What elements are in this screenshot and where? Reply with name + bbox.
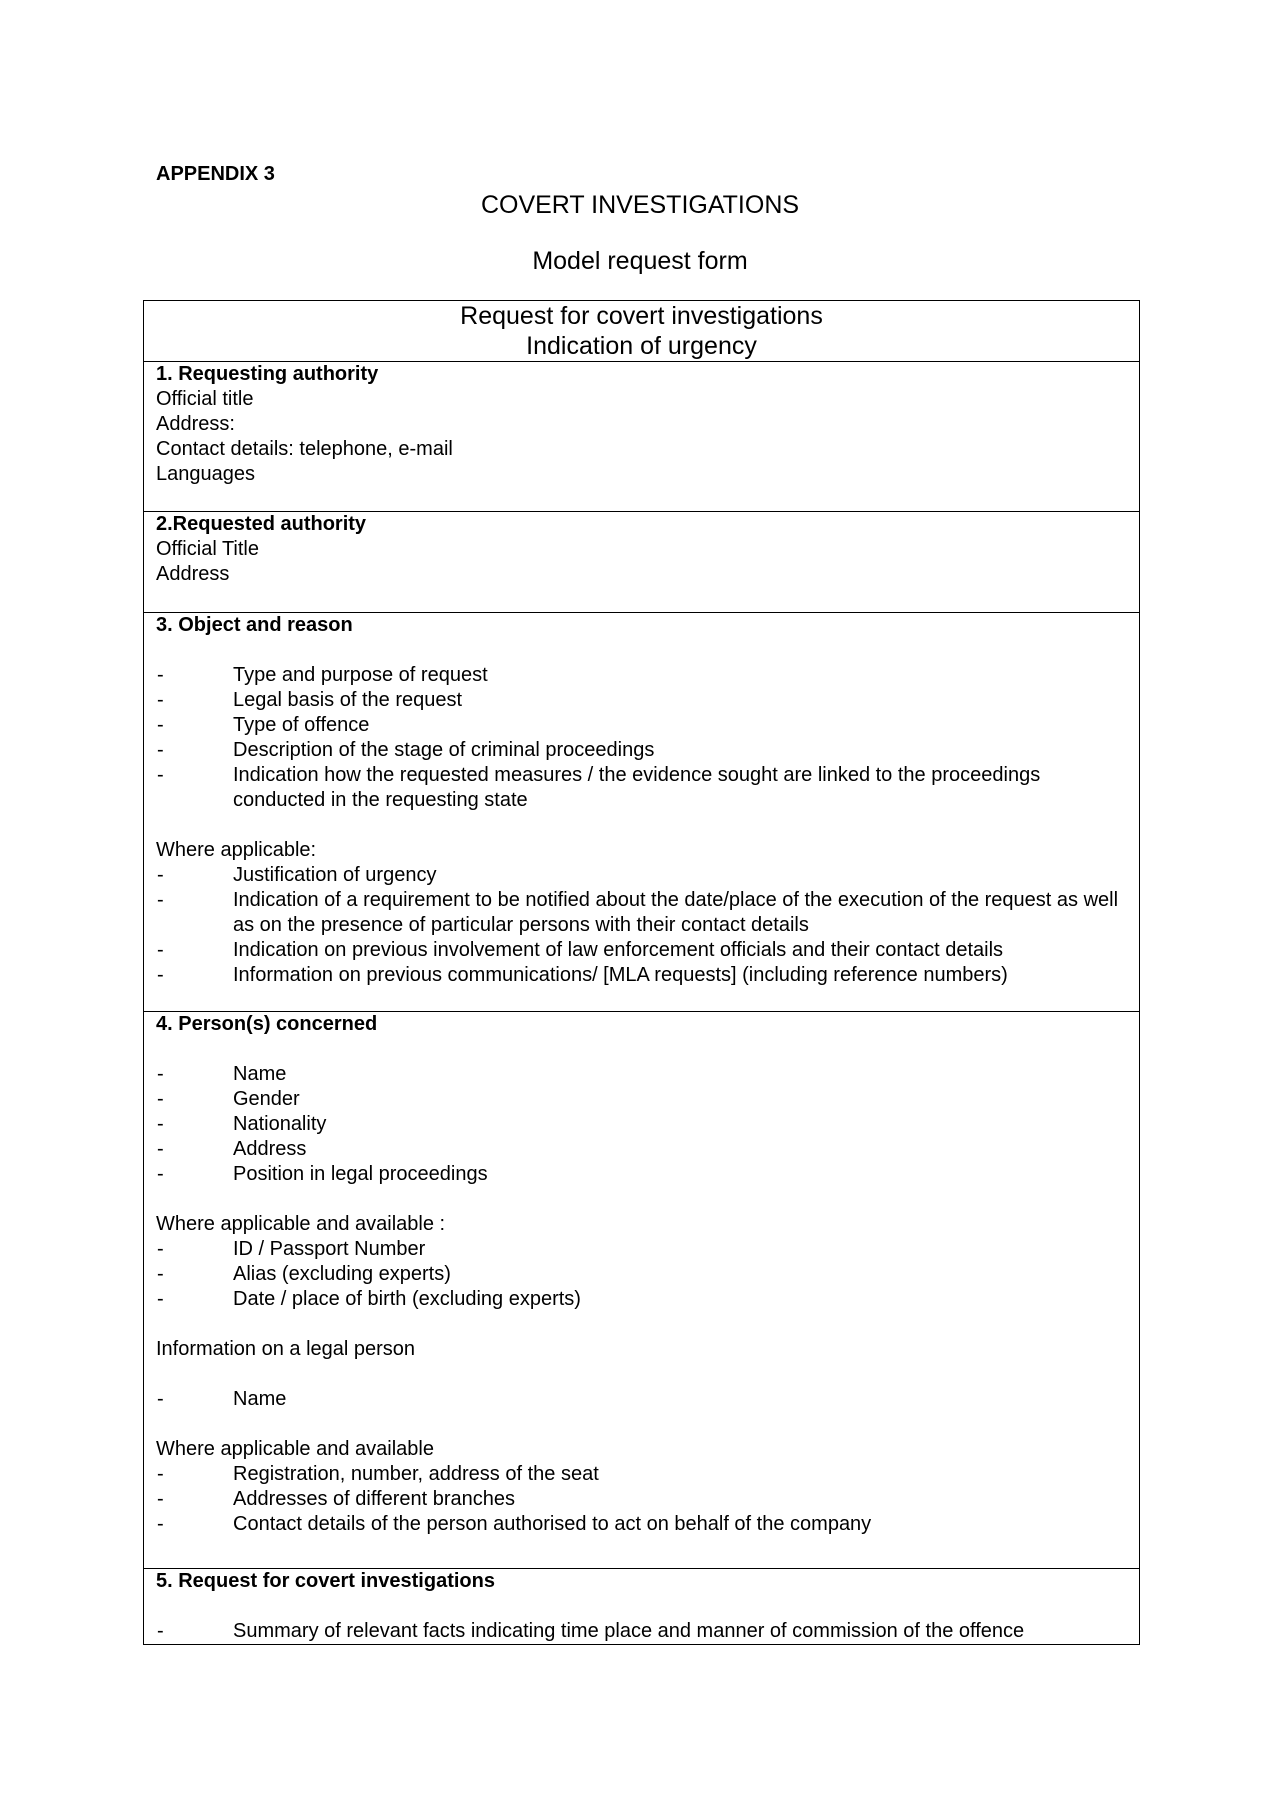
field-label: Contact details: telephone, e-mail — [156, 438, 453, 460]
list-item: - Justification of urgency — [157, 864, 437, 886]
section-title: 3. Object and reason — [156, 614, 353, 636]
subsection-label: Where applicable: — [156, 839, 317, 861]
field-label: Official title — [156, 388, 254, 410]
list-item: - ID / Passport Number — [157, 1238, 426, 1260]
list-item: - Information on previous communications/ [MLA requests] (including reference numbers) — [157, 964, 1008, 986]
section-title: 4. Person(s) concerned — [156, 1013, 378, 1035]
list-item: - Type of offence — [157, 714, 370, 736]
list-item: - Indication how the requested measures / the evidence sought are linked to the proceedings conducted in the requesting state — [157, 764, 1041, 811]
list-item: - Registration, number, address of the seat — [157, 1463, 599, 1485]
list-item: - Indication on previous involvement of law enforcement officials and their contact details — [157, 939, 1004, 961]
appendix-label: APPENDIX 3 — [156, 163, 275, 185]
list-item: - Contact details of the person authorised to act on behalf of the company — [157, 1513, 872, 1535]
section-persons-concerned — [144, 1012, 1140, 1569]
document-title: COVERT INVESTIGATIONS — [480, 191, 800, 219]
list-item: - Address — [157, 1138, 307, 1160]
section-object-and-reason — [144, 613, 1140, 1012]
request-form-table — [143, 300, 1140, 1645]
list-item: - Indication of a requirement to be notified about the date/place of the execution of the request as well as on the presence of particular persons with their contact details — [157, 889, 1119, 936]
field-label: Languages — [156, 463, 255, 485]
list-item: - Description of the stage of criminal proceedings — [157, 739, 655, 761]
subsection-label: Where applicable and available : — [156, 1213, 446, 1235]
list-item: - Alias (excluding experts) — [157, 1263, 451, 1285]
field-label: Official Title — [156, 538, 259, 560]
field-label: Address: — [156, 413, 235, 435]
section-title: 1. Requesting authority — [156, 363, 379, 385]
list-item: - Summary of relevant facts indicating time place and manner of commission of the offence — [157, 1620, 1025, 1642]
form-heading-line2: Indication of urgency — [526, 332, 757, 360]
list-item: - Position in legal proceedings — [157, 1163, 488, 1185]
list-item: - Legal basis of the request — [157, 689, 463, 711]
list-item: - Gender — [157, 1088, 300, 1110]
subsection-label: Information on a legal person — [156, 1338, 416, 1360]
list-item: - Addresses of different branches — [157, 1488, 516, 1510]
list-item: - Nationality — [157, 1113, 327, 1135]
form-heading-line1: Request for covert investigations — [460, 302, 823, 330]
list-item: - Type and purpose of request — [157, 664, 488, 686]
section-title: 2.Requested authority — [156, 513, 367, 535]
section-requested-authority — [144, 512, 1140, 613]
field-label: Address — [156, 563, 230, 585]
section-title: 5. Request for covert investigations — [156, 1570, 495, 1592]
subsection-label: Where applicable and available — [156, 1438, 434, 1460]
form-heading — [144, 301, 1140, 362]
list-item: - Date / place of birth (excluding experts) — [157, 1288, 581, 1310]
document-subtitle: Model request form — [532, 247, 748, 275]
section-request-covert-investigations — [144, 1569, 1140, 1645]
list-item: - Name — [157, 1388, 287, 1410]
list-item: - Name — [157, 1063, 287, 1085]
section-requesting-authority — [144, 362, 1140, 512]
